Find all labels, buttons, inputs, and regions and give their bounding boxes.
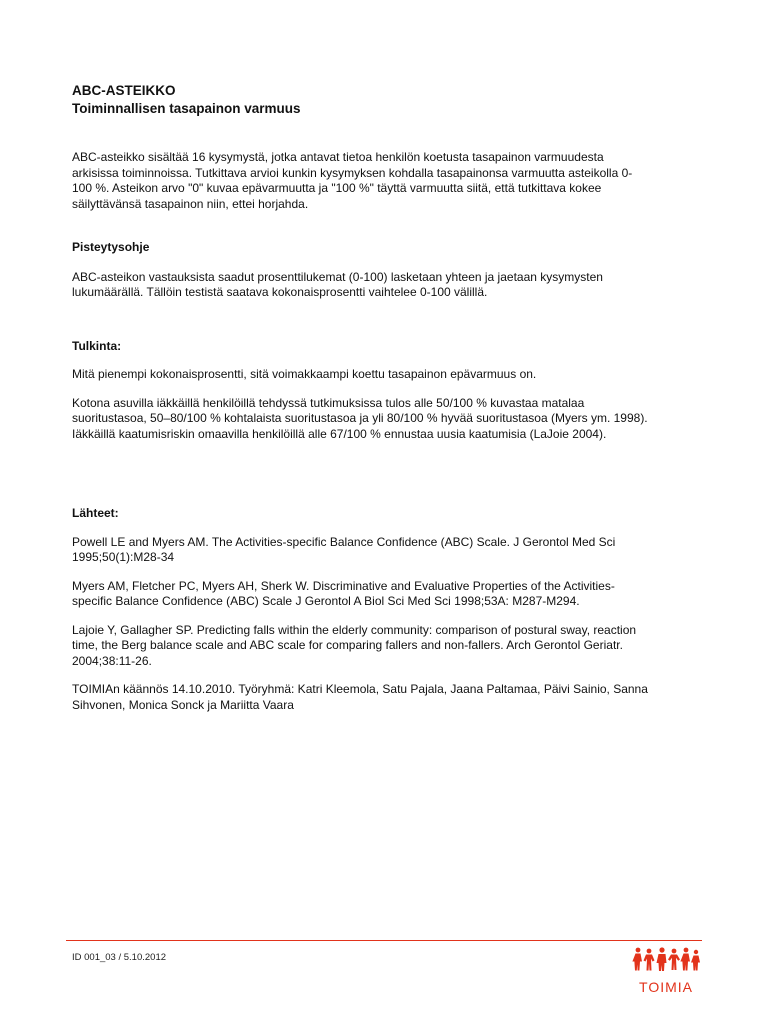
scoring-paragraph <box>72 270 702 301</box>
reference-3 <box>72 623 702 670</box>
interpretation-heading: Tulkinta: <box>72 338 122 353</box>
interpretation-paragraph-1: Mitä pienempi kokonaisprosentti, sitä voimakkaampi koettu tasapainon epävarmuus on. <box>72 367 537 381</box>
toimia-logo <box>632 946 700 998</box>
reference-line: Powell LE and Myers AM. The Activities-specific Balance Confidence (ABC) Scale. J Gerontol Med Sci <box>72 534 616 549</box>
interpretation-line: Kotona asuvilla iäkkäillä henkilöillä tehdyssä tutkimuksissa tulos alle 50/100 % kuvastaa matalaa <box>72 395 585 410</box>
intro-line: säilyttävänsä tasapainon niin, ettei horjahda. <box>72 196 309 211</box>
reference-line: time, the Berg balance scale and ABC scale for comparing fallers and non-fallers. Arch Gerontol Geriatr. <box>72 638 623 652</box>
reference-line: Myers AM, Fletcher PC, Myers AH, Sherk W. Discriminative and Evaluative Properties of the Activities- <box>72 578 615 593</box>
reference-line: TOIMIAn käännös 14.10.2010. Työryhmä: Katri Kleemola, Satu Pajala, Jaana Paltamaa, Päivi Sainio, Sanna <box>72 682 648 696</box>
scoring-line: lukumäärällä. Tällöin testistä saatava kokonaisprosentti vaihtelee 0-100 välillä. <box>72 285 488 299</box>
reference-2 <box>72 579 702 610</box>
references-heading: Lähteet: <box>72 506 119 520</box>
intro-paragraph <box>72 150 702 212</box>
reference-line: Lajoie Y, Gallagher SP. Predicting falls within the elderly community: comparison of postural sway, reaction <box>72 622 637 637</box>
toimia-people-icon <box>632 946 700 976</box>
document-id: ID 001_03 / 5.10.2012 <box>72 952 167 963</box>
scoring-line: ABC-asteikon vastauksista saadut prosenttilukemat (0-100) lasketaan yhteen ja jaetaan kysymysten <box>72 269 603 284</box>
reference-1 <box>72 535 702 566</box>
reference-4 <box>72 682 702 713</box>
intro-line: ABC-asteikko sisältää 16 kysymystä, jotka antavat tietoa henkilön koetusta tasapainon varmuudesta <box>72 150 604 164</box>
intro-line: 100 %. Asteikon arvo "0" kuvaa epävarmuutta ja "100 %" täyttä varmuutta siitä, että tutkittava kokee <box>72 181 602 195</box>
intro-line: arkisissa toiminnoissa. Tutkittava arvioi kunkin kysymyksen kohdalla tasapainonsa varmuutta asteikolla 0- <box>72 165 633 180</box>
scoring-heading: Pisteytysohje <box>72 240 150 254</box>
reference-line: 2004;38:11-26. <box>72 653 152 668</box>
document-title: ABC-ASTEIKKO <box>72 83 176 98</box>
toimia-logo-text: TOIMIA <box>639 979 693 995</box>
interpretation-paragraph-2 <box>72 396 702 443</box>
interpretation-line: suoritustasoa, 50–80/100 % kohtalaista suoritustasoa ja yli 80/100 % hyvää suoritustasoa (Myers ym. 1998). <box>72 411 648 425</box>
footer-divider <box>66 940 702 941</box>
reference-line: Sihvonen, Monica Sonck ja Mariitta Vaara <box>72 697 294 712</box>
document-content <box>72 82 702 713</box>
reference-line: specific Balance Confidence (ABC) Scale J Gerontol A Biol Sci Med Sci 1998;53A: M287-M294. <box>72 594 580 608</box>
reference-line: 1995;50(1):M28-34 <box>72 550 175 564</box>
interpretation-line: Iäkkäillä kaatumisriskin omaavilla henkilöillä alle 67/100 % ennustaa uusia kaatumisia (LaJoie 2004). <box>72 426 607 441</box>
document-subtitle: Toiminnallisen tasapainon varmuus <box>72 101 301 116</box>
